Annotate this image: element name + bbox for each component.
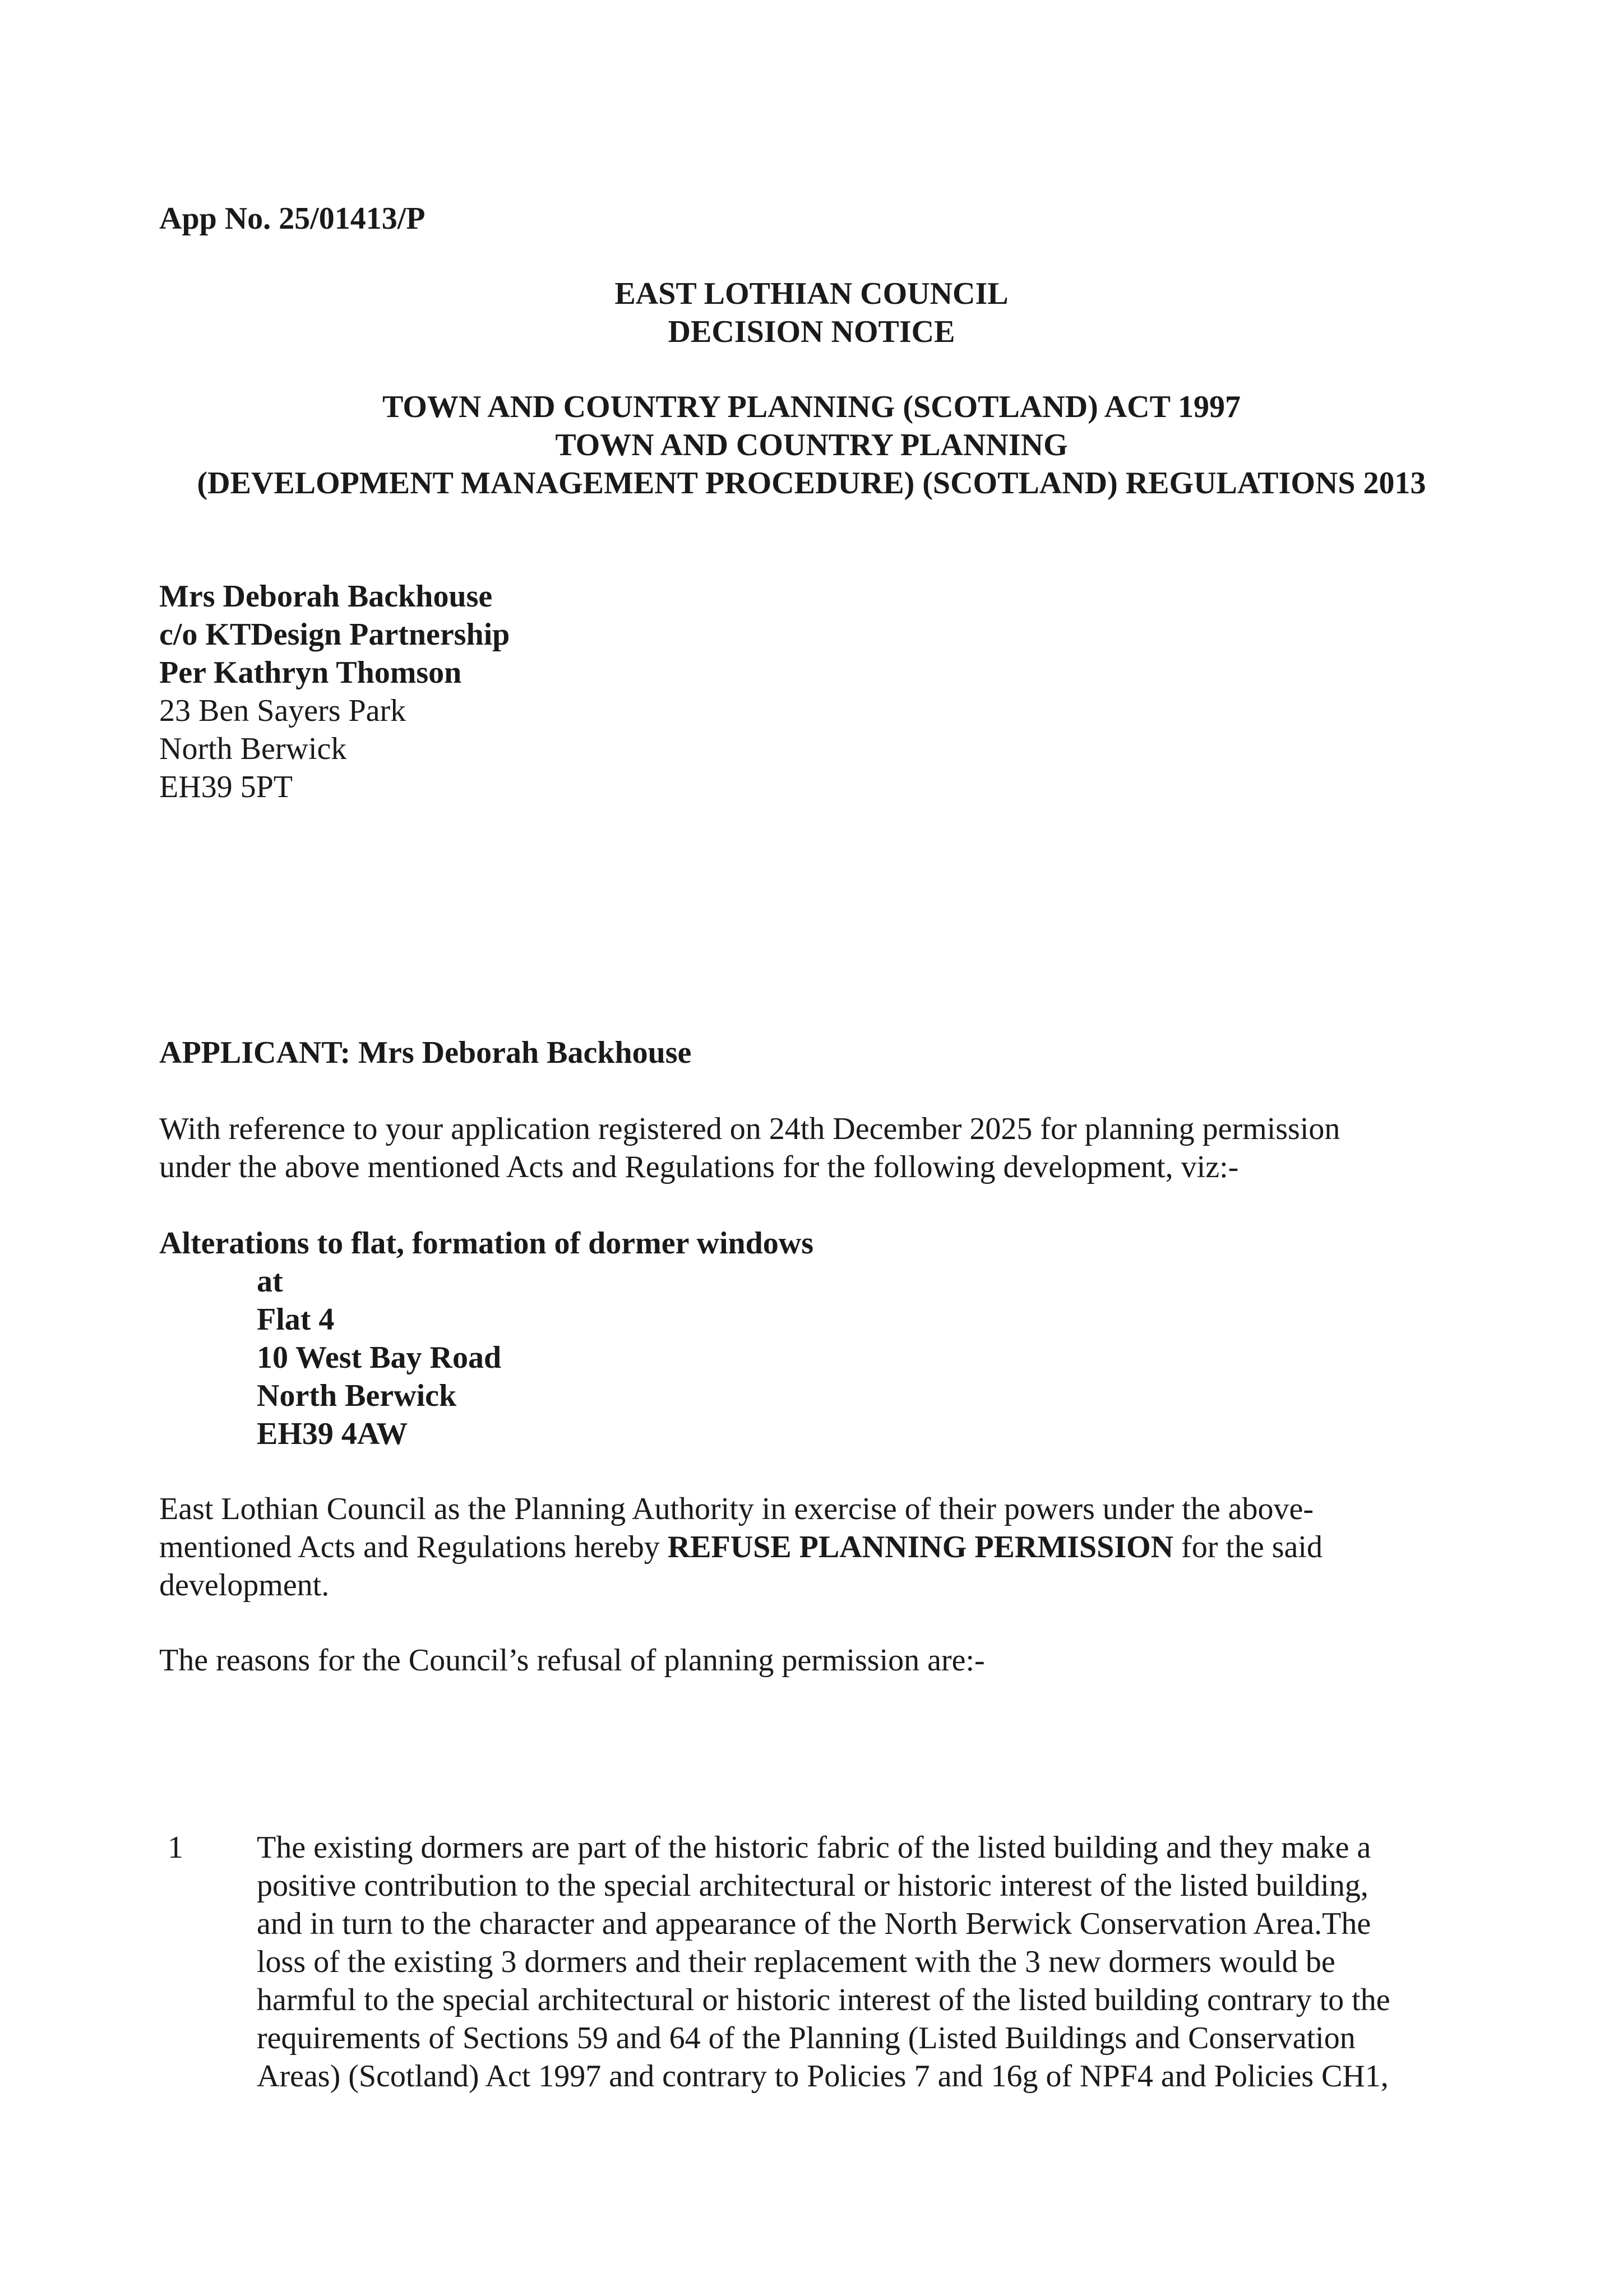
reason-line-6: requirements of Sections 59 and 64 of the Planning (Listed Buildings and Conservation — [257, 2021, 1356, 2056]
reason-number: 1 — [168, 1830, 183, 1865]
recipient-street: 23 Ben Sayers Park — [159, 693, 406, 728]
act-heading-2: TOWN AND COUNTRY PLANNING — [555, 428, 1068, 462]
council-name: EAST LOTHIAN COUNCIL — [614, 276, 1009, 311]
development-description: Alterations to flat, formation of dormer windows — [159, 1226, 814, 1261]
reason-line-5: harmful to the special architectural or historic interest of the listed building contrary to the — [257, 1983, 1390, 2017]
reason-line-2: positive contribution to the special architectural or historic interest of the listed building, — [257, 1868, 1368, 1903]
recipient-name: Mrs Deborah Backhouse — [159, 579, 493, 614]
application-number: App No. 25/01413/P — [159, 201, 426, 236]
recipient-town: North Berwick — [159, 732, 347, 766]
recipient-postcode: EH39 5PT — [159, 770, 293, 804]
notice-title: DECISION NOTICE — [668, 314, 955, 349]
site-flat: Flat 4 — [257, 1302, 335, 1337]
reasons-intro: The reasons for the Council’s refusal of planning permission are:- — [159, 1643, 985, 1678]
reason-line-1: The existing dormers are part of the historic fabric of the listed building and they make a — [257, 1830, 1371, 1865]
development-at: at — [257, 1264, 283, 1299]
reason-line-4: loss of the existing 3 dormers and their replacement with the 3 new dormers would be — [257, 1945, 1335, 1979]
applicant-heading: APPLICANT: Mrs Deborah Backhouse — [159, 1035, 692, 1070]
site-town: North Berwick — [257, 1378, 457, 1413]
recipient-care-of: c/o KTDesign Partnership — [159, 617, 510, 652]
decision-line-2 — [159, 1528, 1323, 1566]
act-heading-1: TOWN AND COUNTRY PLANNING (SCOTLAND) ACT 1997 — [382, 390, 1241, 424]
reason-line-7: Areas) (Scotland) Act 1997 and contrary to Policies 7 and 16g of NPF4 and Policies CH1, — [257, 2059, 1389, 2094]
act-heading-3: (DEVELOPMENT MANAGEMENT PROCEDURE) (SCOTLAND) REGULATIONS 2013 — [197, 466, 1426, 501]
decision-line-1: East Lothian Council as the Planning Authority in exercise of their powers under the above- — [159, 1492, 1314, 1526]
decision-line-3: development. — [159, 1568, 330, 1603]
reference-line-1: With reference to your application registered on 24th December 2025 for planning permission — [159, 1112, 1340, 1146]
reason-line-3: and in turn to the character and appearance of the North Berwick Conservation Area.The — [257, 1906, 1371, 1941]
site-street: 10 West Bay Road — [257, 1340, 502, 1375]
decision-line-2-end: for the said — [1173, 1530, 1323, 1564]
recipient-per: Per Kathryn Thomson — [159, 655, 462, 690]
decision-refuse-text: REFUSE PLANNING PERMISSION — [667, 1530, 1174, 1564]
decision-line-2-start: mentioned Acts and Regulations hereby — [159, 1530, 668, 1564]
reference-line-2: under the above mentioned Acts and Regulations for the following development, viz:- — [159, 1150, 1239, 1184]
site-postcode: EH39 4AW — [257, 1417, 408, 1451]
